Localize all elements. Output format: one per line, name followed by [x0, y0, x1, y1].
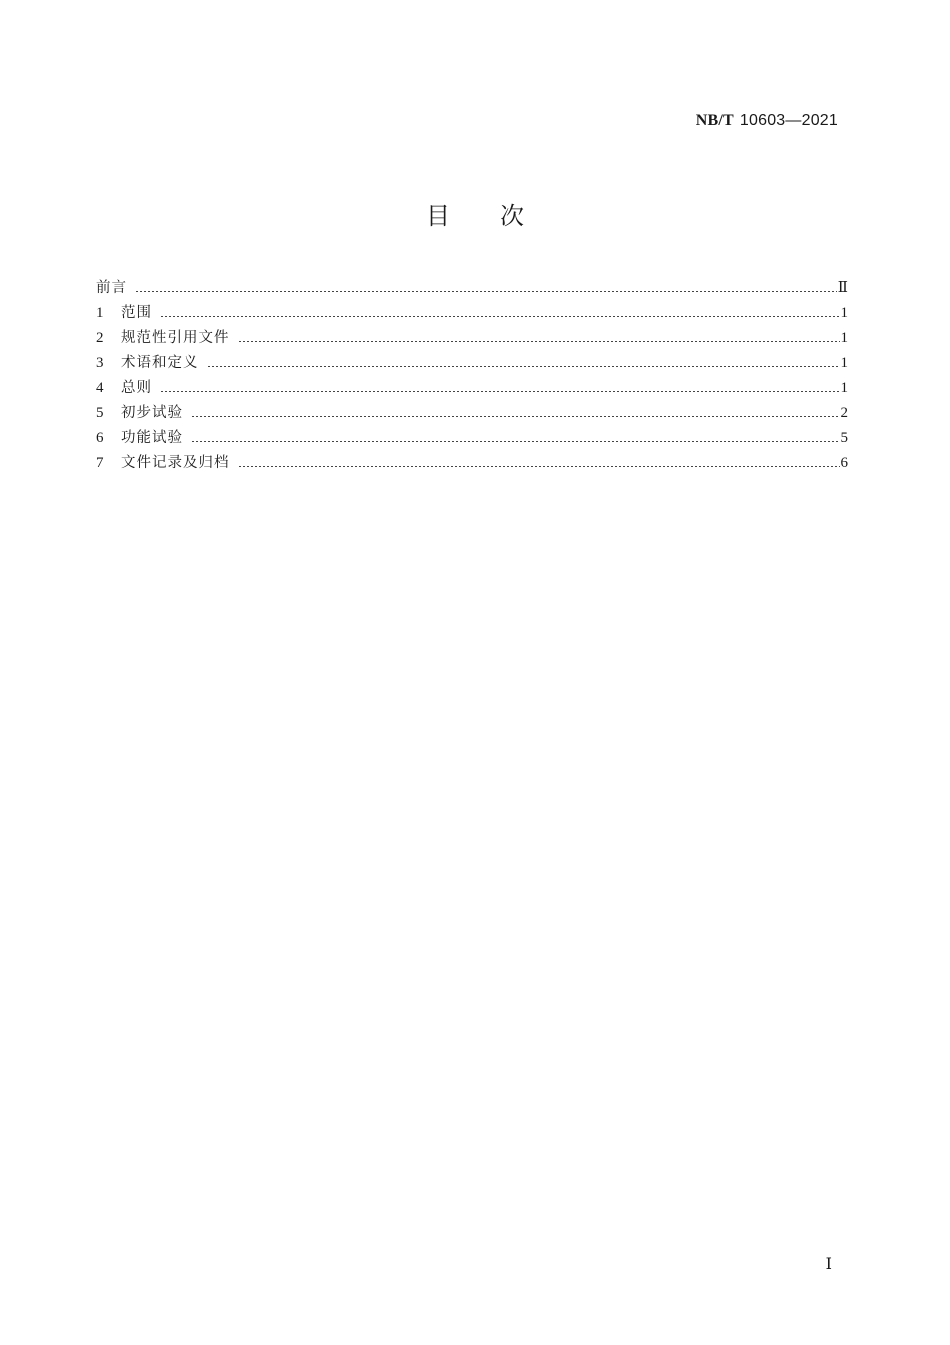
- toc-entry-page: Ⅱ: [837, 280, 848, 296]
- toc-entry-page: 1: [840, 330, 848, 346]
- toc-entry-general[interactable]: [96, 376, 848, 401]
- toc-leader-dots: [160, 316, 840, 317]
- toc-entry-number: 6: [96, 430, 104, 446]
- toc-leader-dots: [191, 441, 840, 442]
- toc-entry-label: 规范性引用文件: [121, 330, 230, 346]
- toc-leader-dots: [238, 466, 840, 467]
- toc-entry-preliminary-test[interactable]: [96, 401, 848, 426]
- toc-entry-number: 7: [96, 455, 104, 471]
- toc-entry-label: 术语和定义: [121, 355, 199, 371]
- toc-entry-label: 初步试验: [121, 405, 183, 421]
- toc-list: [96, 276, 848, 476]
- toc-entry-page: 1: [840, 380, 848, 396]
- toc-entry-label: 前言: [96, 280, 127, 296]
- toc-entry-page: 5: [840, 430, 848, 446]
- toc-entry-label: 文件记录及归档: [121, 455, 230, 471]
- toc-title: 目次: [426, 202, 574, 230]
- toc-entry-page: 1: [840, 355, 848, 371]
- toc-entry-foreword[interactable]: [96, 276, 848, 301]
- toc-entry-page: 2: [840, 405, 848, 421]
- toc-leader-dots: [238, 341, 840, 342]
- toc-entry-label: 功能试验: [121, 430, 183, 446]
- toc-entry-functional-test[interactable]: [96, 426, 848, 451]
- toc-leader-dots: [207, 366, 840, 367]
- toc-leader-dots: [135, 291, 837, 292]
- document-code: [696, 112, 838, 130]
- document-code-prefix: NB/T: [695, 112, 734, 129]
- toc-entry-scope[interactable]: [96, 301, 848, 326]
- toc-entry-label: 总则: [121, 380, 152, 396]
- toc-entry-number: 4: [96, 380, 104, 396]
- toc-entry-normative-references[interactable]: [96, 326, 848, 351]
- toc-entry-terms-definitions[interactable]: [96, 351, 848, 376]
- toc-entry-label: 范围: [121, 305, 152, 321]
- toc-entry-number: 5: [96, 405, 104, 421]
- toc-entry-page: 6: [840, 455, 848, 471]
- toc-leader-dots: [191, 416, 840, 417]
- toc-entry-number: 3: [96, 355, 104, 371]
- toc-entry-records-archiving[interactable]: [96, 451, 848, 476]
- document-code-number: 10603—2021: [739, 112, 838, 129]
- toc-entry-number: 2: [96, 330, 104, 346]
- toc-entry-page: 1: [840, 305, 848, 321]
- page-number: Ⅰ: [825, 1256, 832, 1273]
- toc-leader-dots: [160, 391, 840, 392]
- toc-entry-number: 1: [96, 305, 104, 321]
